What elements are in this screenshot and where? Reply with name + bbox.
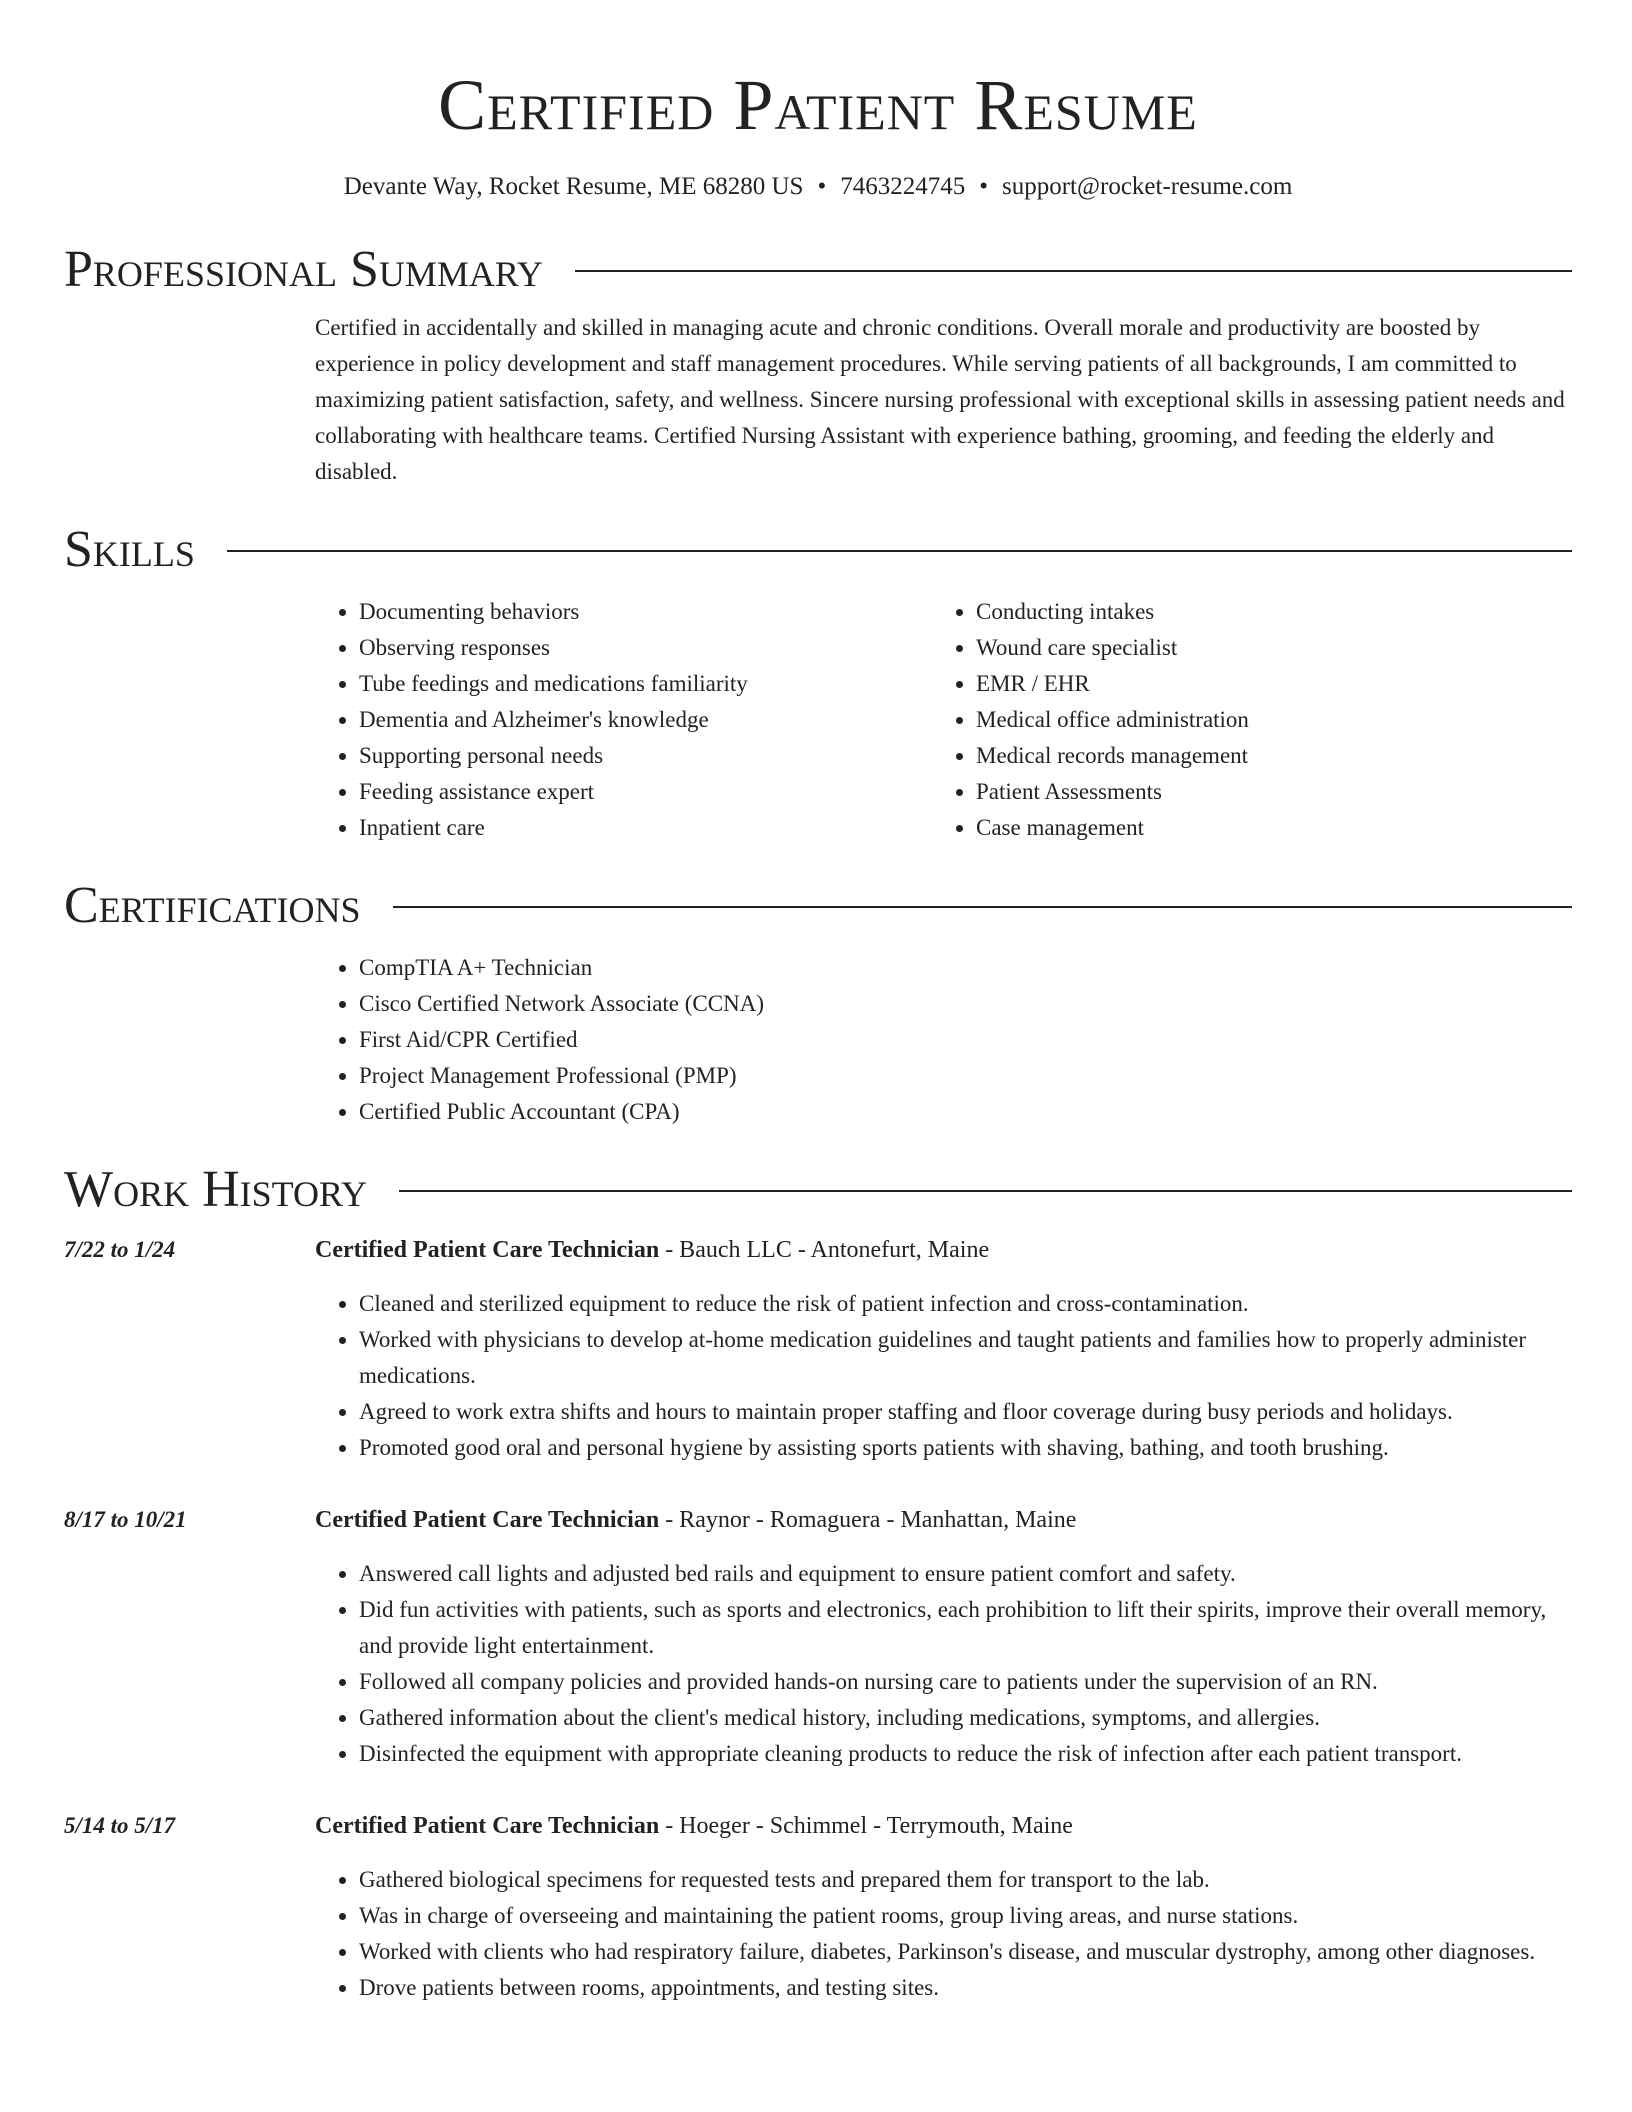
skill-item: • Wound care specialist: [976, 630, 1549, 666]
job-bullet: • Cleaned and sterilized equipment to reduce the risk of patient infection and cross-contamination.: [359, 1286, 1572, 1322]
job-employer: - Bauch LLC - Antonefurt, Maine: [659, 1237, 990, 1263]
job-role: Certified Patient Care Technician: [315, 1237, 660, 1263]
certifications-content: [315, 950, 1572, 1130]
skill-item: • Conducting intakes: [976, 594, 1549, 630]
job-bullet: • Promoted good oral and personal hygiene by assisting sports patients with shaving, bathing, and tooth brushing.: [359, 1430, 1572, 1466]
job-bullet: • Worked with physicians to develop at-home medication guidelines and taught patients and families how to properly administer medications.: [359, 1322, 1572, 1394]
section-divider: [575, 270, 1572, 272]
skill-item: • EMR / EHR: [976, 666, 1549, 702]
job-bullet: • Agreed to work extra shifts and hours to maintain proper staffing and floor coverage during busy periods and holidays.: [359, 1394, 1572, 1430]
certifications-heading: Certifications: [64, 877, 361, 934]
skill-item: • Patient Assessments: [976, 774, 1549, 810]
skill-item: • Medical office administration: [976, 702, 1549, 738]
job-bullet: • Answered call lights and adjusted bed rails and equipment to ensure patient comfort and safety.: [359, 1556, 1572, 1592]
summary-heading: Professional Summary: [64, 241, 543, 298]
job-bullet: • Drove patients between rooms, appointments, and testing sites.: [359, 1970, 1572, 2006]
skills-section: [64, 520, 1572, 846]
job-entry: [64, 1232, 1572, 1466]
job-bullet: • Disinfected the equipment with appropriate cleaning products to reduce the risk of infection after each patient transport.: [359, 1736, 1572, 1772]
section-divider: [227, 550, 1572, 552]
job-bullet: • Gathered biological specimens for requested tests and prepared them for transport to the lab.: [359, 1862, 1572, 1898]
summary-content: [315, 310, 1572, 490]
job-bullets: [315, 1862, 1572, 2006]
job-heading: [315, 1232, 1572, 1268]
skill-item: • Dementia and Alzheimer's knowledge: [359, 702, 932, 738]
resume-title: Certified Patient Resume: [438, 65, 1198, 145]
job-bullet: • Gathered information about the client's medical history, including medications, symptoms, and allergies.: [359, 1700, 1572, 1736]
job-bullet: • Was in charge of overseeing and maintaining the patient rooms, group living areas, and nurse stations.: [359, 1898, 1572, 1934]
job-heading: [315, 1808, 1572, 1844]
skill-item: • Tube feedings and medications familiarity: [359, 666, 932, 702]
certification-item: • CompTIA A+ Technician: [359, 950, 1572, 986]
section-divider: [399, 1190, 1572, 1192]
skills-header: [64, 520, 1572, 580]
job-employer: - Raynor - Romaguera - Manhattan, Maine: [659, 1507, 1077, 1533]
skills-list-left: [315, 594, 932, 846]
summary-header: [64, 240, 1572, 300]
contact-separator: •: [817, 173, 827, 200]
resume-page: [64, 0, 1572, 2006]
job-employer: - Hoeger - Schimmel - Terrymouth, Maine: [659, 1813, 1073, 1839]
skill-item: • Documenting behaviors: [359, 594, 932, 630]
certification-item: • Project Management Professional (PMP): [359, 1058, 1572, 1094]
job-dates: 8/17 to 10/21: [64, 1507, 187, 1532]
skill-item: • Supporting personal needs: [359, 738, 932, 774]
job-bullet: • Worked with clients who had respiratory failure, diabetes, Parkinson's disease, and muscular dystrophy, among other diagnoses.: [359, 1934, 1572, 1970]
work-heading: Work History: [64, 1161, 368, 1218]
job-dates: 7/22 to 1/24: [64, 1237, 176, 1262]
certifications-header: [64, 876, 1572, 936]
job-body: [315, 1502, 1572, 1772]
skill-item: • Feeding assistance expert: [359, 774, 932, 810]
job-entry: [64, 1502, 1572, 1772]
certifications-list: [315, 950, 1572, 1130]
job-body: [315, 1232, 1572, 1466]
job-bullets: [315, 1556, 1572, 1772]
work-section: [64, 1160, 1572, 2006]
job-entry: [64, 1808, 1572, 2006]
job-role: Certified Patient Care Technician: [315, 1813, 660, 1839]
summary-text: Certified in accidentally and skilled in managing acute and chronic conditions. Overall morale and productivity are boosted by experience in policy development and staff management procedures. While serving patients of all backgrounds, I am committed to maximizing patient satisfaction, safety, and wellness. Sincere nursing professional with exceptional skills in assessing patient needs and collaborating with healthcare teams. Certified Nursing Assistant with experience bathing, grooming, and feeding the elderly and disabled.: [315, 315, 1565, 484]
certification-item: • First Aid/CPR Certified: [359, 1022, 1572, 1058]
job-bullets: [315, 1286, 1572, 1466]
job-bullet: • Did fun activities with patients, such as sports and electronics, each prohibition to lift their spirits, improve their overall memory, and provide light entertainment.: [359, 1592, 1572, 1664]
contact-separator: •: [979, 173, 988, 200]
certification-item: • Cisco Certified Network Associate (CCNA): [359, 986, 1572, 1022]
job-body: [315, 1808, 1572, 2006]
work-header: [64, 1160, 1572, 1220]
skills-content: [315, 594, 1572, 846]
contact-email: support@rocket-resume.com: [1001, 173, 1293, 200]
certifications-section: [64, 876, 1572, 1130]
section-divider: [393, 906, 1572, 908]
job-role: Certified Patient Care Technician: [315, 1507, 660, 1533]
job-heading: [315, 1502, 1572, 1538]
work-history-list: [64, 1232, 1572, 2006]
job-bullet: • Followed all company policies and provided hands-on nursing care to patients under the supervision of an RN.: [359, 1664, 1572, 1700]
certification-item: • Certified Public Accountant (CPA): [359, 1094, 1572, 1130]
skills-heading: Skills: [64, 521, 195, 578]
contact-line: [64, 170, 1572, 204]
contact-address: Devante Way, Rocket Resume, ME 68280 US: [343, 173, 804, 200]
skill-item: • Observing responses: [359, 630, 932, 666]
skill-item: • Case management: [976, 810, 1549, 846]
skills-list-right: [932, 594, 1549, 846]
contact-phone: 7463224745: [840, 173, 966, 200]
summary-section: [64, 240, 1572, 490]
skill-item: • Medical records management: [976, 738, 1549, 774]
skill-item: • Inpatient care: [359, 810, 932, 846]
job-dates: 5/14 to 5/17: [64, 1813, 176, 1838]
